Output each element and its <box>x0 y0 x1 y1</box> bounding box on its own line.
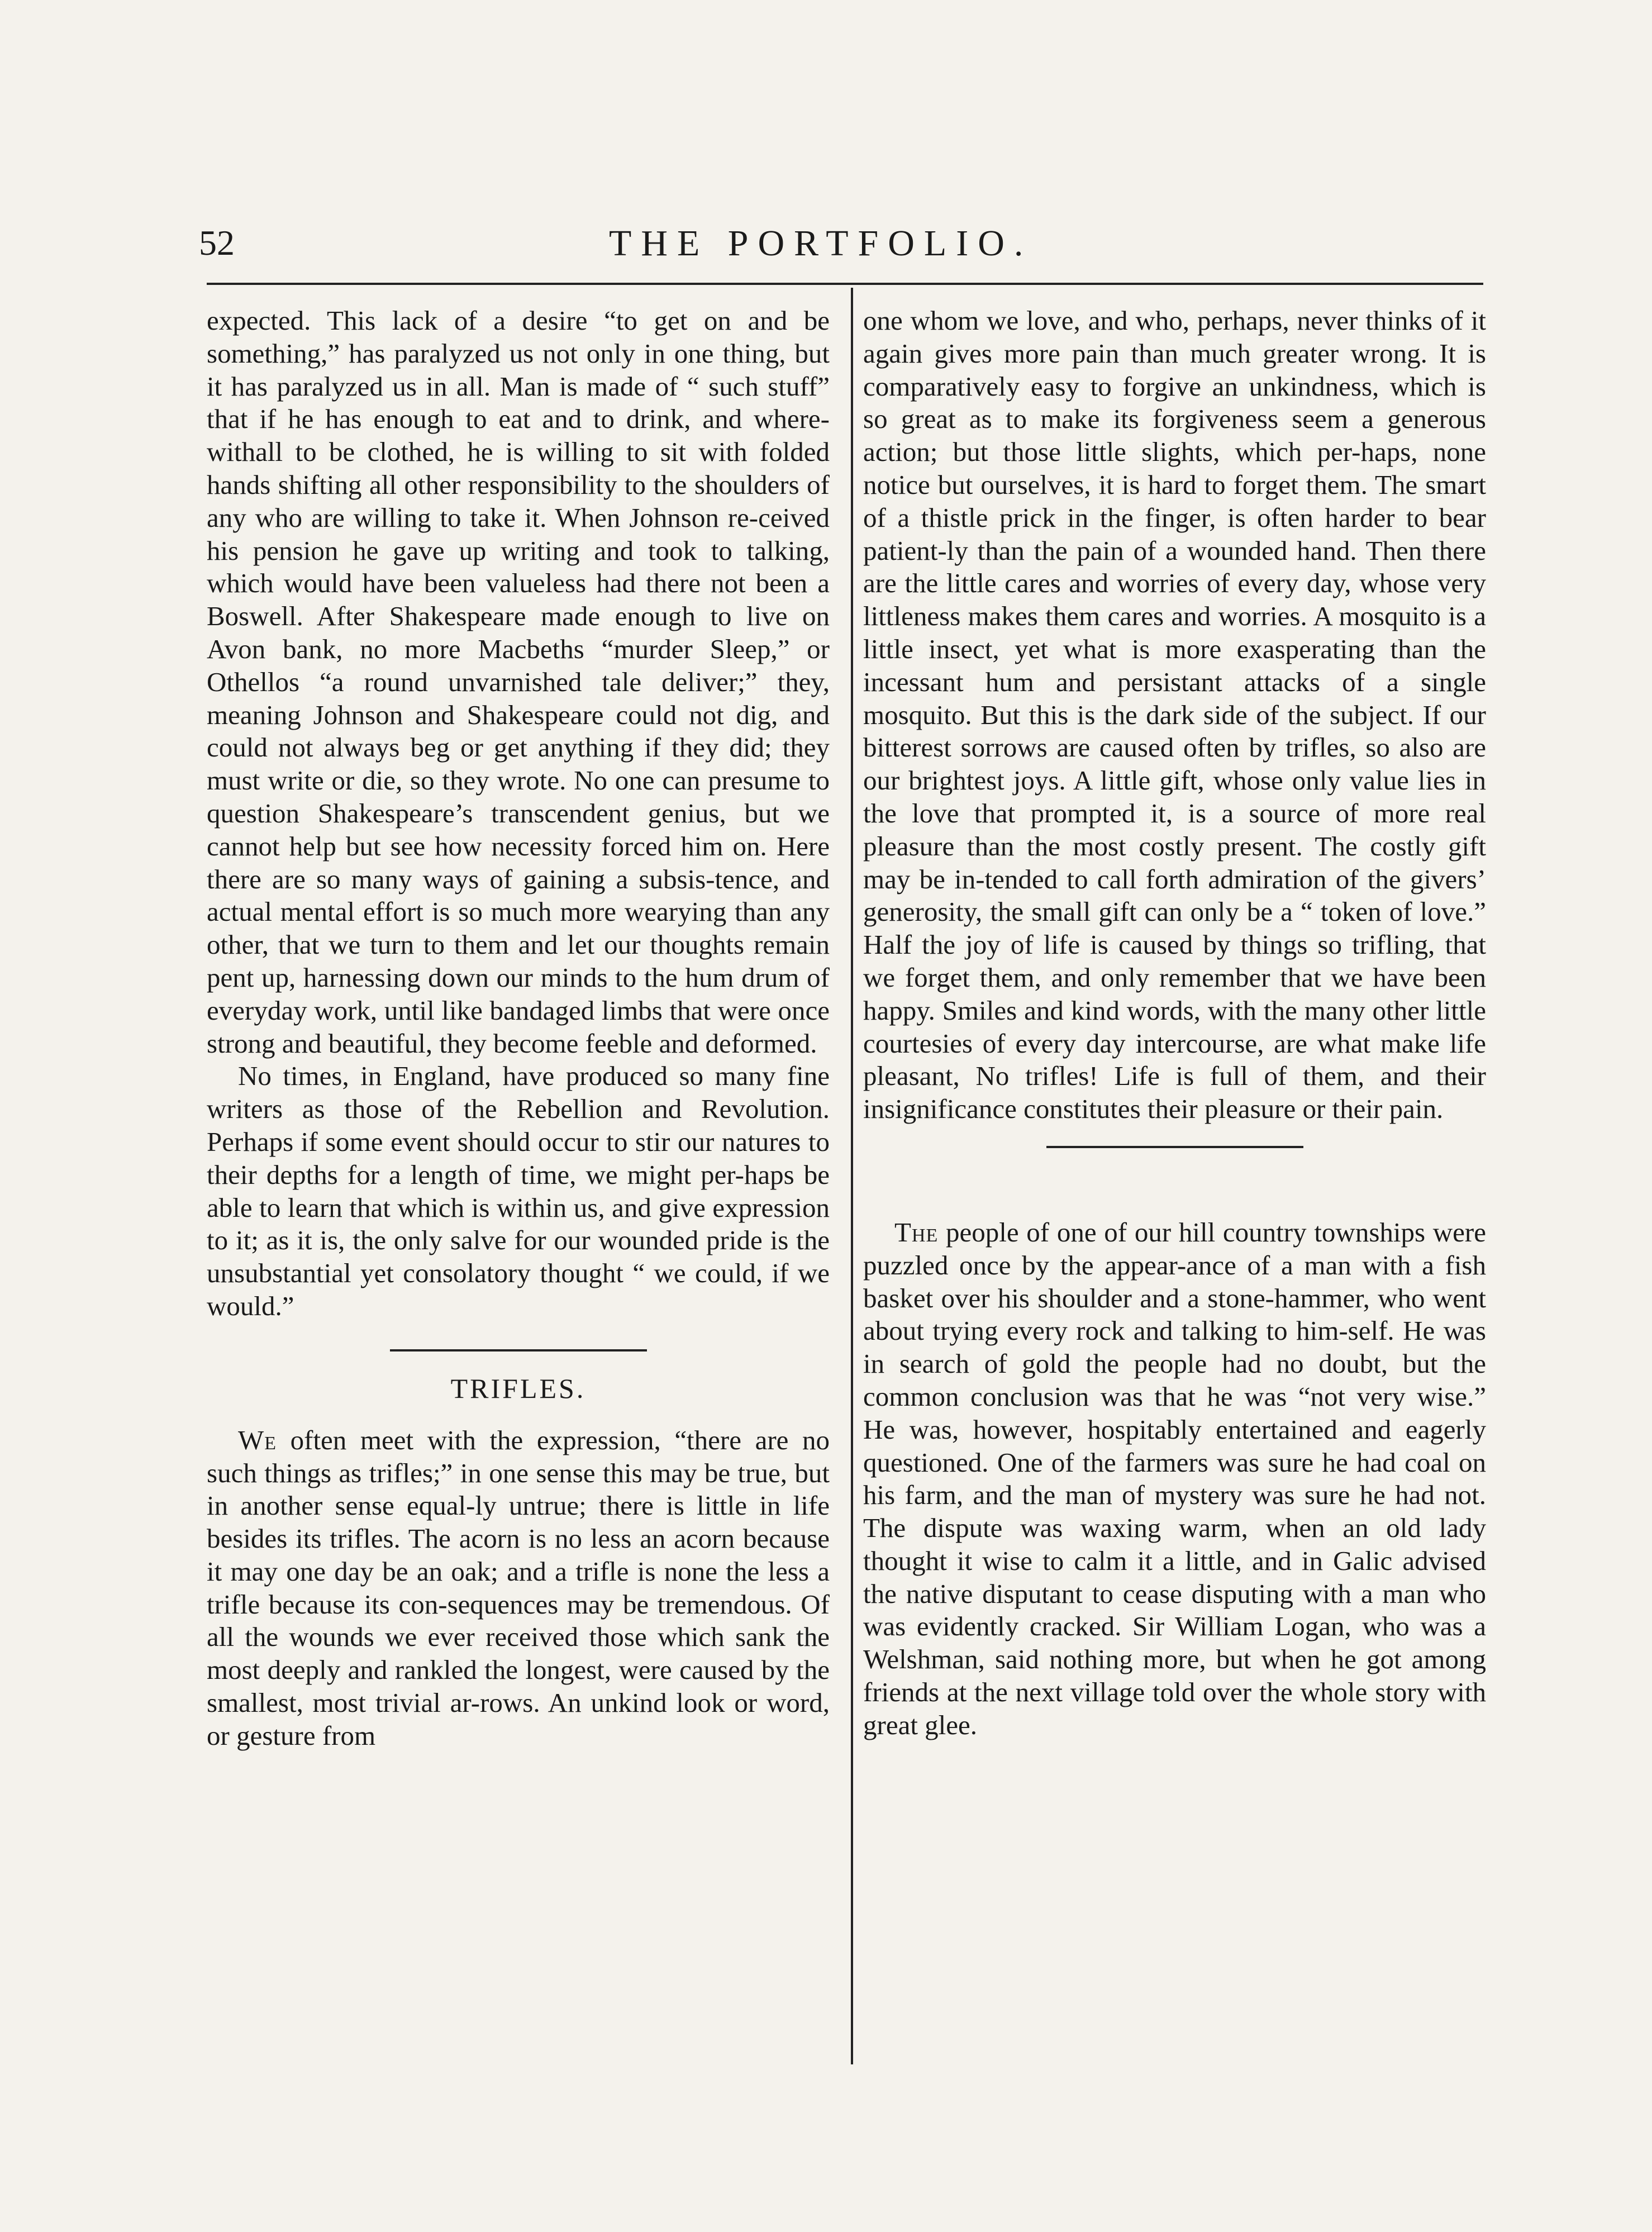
section-title-trifles: TRIFLES. <box>450 1372 586 1404</box>
trifles-lead-word: We <box>238 1424 277 1455</box>
page-number: 52 <box>199 223 235 263</box>
paragraph-necessity: expected. This lack of a desire “to get on and be something,” has paralyzed us not only in one thing, but it has paralyzed us in all. Man is made of “ such stuff” that if he has enough to eat and to drink, and where-withall to be clothed, he is willing to sit with folded hands shifting all other responsibility to the shoulders of any who are willing to take it. When Johnson re-ceived his pension he gave up writing and took to talking, which would have been valueless had there not been a Boswell. After Shakespeare made enough to live on Avon bank, no more Macbeths “murder Sleep,” or Othellos “a round unvarnished tale deliver;” they, meaning Johnson and Shakespeare could not dig, and could not always beg or get anything if they did; they must write or die, so they wrote. No one can presume to question Shakespeare’s transcendent genius, but we cannot help but see how necessity forced him on. Here there are so many ways of gaining a subsis-tence, and actual mental effort is so much more wearying than any other, that we turn to them and let our thoughts remain pent up, harnessing down our minds to the hum drum of everyday work, until like bandaged limbs that were once strong and beautiful, they become feeble and deformed. <box>207 305 830 1059</box>
running-title: THE PORTFOLIO. <box>609 223 1033 264</box>
paragraph-trifles-continued: one whom we love, and who, perhaps, never thinks of it again gives more pain than much greater wrong. It is comparatively easy to forgive an unkindness, which is so great as to make its forgiveness seem a generous action; but those little slights, which per-haps, none notice but ourselves, it is hard to forget them. The smart of a thistle prick in the finger, is often harder to bear patient-ly than the pain of a wounded hand. Then there are the little cares and worries of every day, whose very littleness makes them cares and worries. A mosquito is a little insect, yet what is more exasperating than the incessant hum and persistant attacks of a single mosquito. But this is the dark side of the subject. If our bitterest sorrows are caused often by trifles, so also are our brightest joys. A little gift, whose only value lies in the love that prompted it, is a source of more real pleasure than the most costly present. The costly gift may be in-tended to call forth admiration of the givers’ generosity, the small gift can only be a “ token of love.” Half the joy of life is caused by things so trifling, that we forget them, and only remember that we have been happy. Smiles and kind words, with the many other little courtesies of every day intercourse, are what make life pleasant, No trifles! Life is full of them, and their insignificance constitutes their pleasure or their pain. <box>863 305 1486 1125</box>
story-separator-rule <box>1046 1146 1303 1148</box>
paragraph-england-writers: No times, in England, have produced so many fine writers as those of the Rebellion and Revolution. Perhaps if some event should occur to stir our natures to their depths for a length of time, we might per-haps be able to learn that which is within us, and give expression to it; as it is, the only salve for our wounded pride is the unsubstantial yet consolatory thought “ we could, if we would.” <box>207 1060 830 1321</box>
column-divider <box>851 288 853 2064</box>
paragraph-trifles-intro <box>207 1424 830 1753</box>
right-column <box>863 304 1486 1742</box>
left-column <box>207 304 830 1753</box>
paragraph-hill-country-story <box>863 1216 1486 1742</box>
trifles-body-text: often meet with the expression, “there are no such things as trifles;” in one sense this may be true, but in another sense equal-ly untrue; there is little in life besides its trifles. The acorn is no less an acorn because it may one day be an oak; and a trifle is none the less a trifle because its con-sequences may be tremendous. Of all the wounds we ever received those which sank the most deeply and rankled the longest, were caused by the smallest, most trivial ar-rows. An unkind look or word, or gesture from <box>207 1424 830 1751</box>
section-separator-rule <box>390 1349 647 1351</box>
header-rule <box>207 283 1483 285</box>
story-lead-word: The <box>894 1216 939 1248</box>
story-body-text: people of one of our hill country townships were puzzled once by the appear-ance of a man with a fish basket over his shoulder and a stone-hammer, who went about trying every rock and talking to him-self. He was in search of gold the people had no doubt, but the common conclusion was that he was “not very wise.” He was, however, hospitably entertained and eagerly questioned. One of the farmers was sure he had coal on his farm, and the man of mystery was sure he had not. The dispute was waxing warm, when an old lady thought it wise to calm it a little, and in Galic advised the native disputant to cease disputing with a man who was evidently cracked. Sir William Logan, who was a Welshman, said nothing more, but when he got among friends at the next village told over the whole story with great glee. <box>863 1216 1486 1740</box>
